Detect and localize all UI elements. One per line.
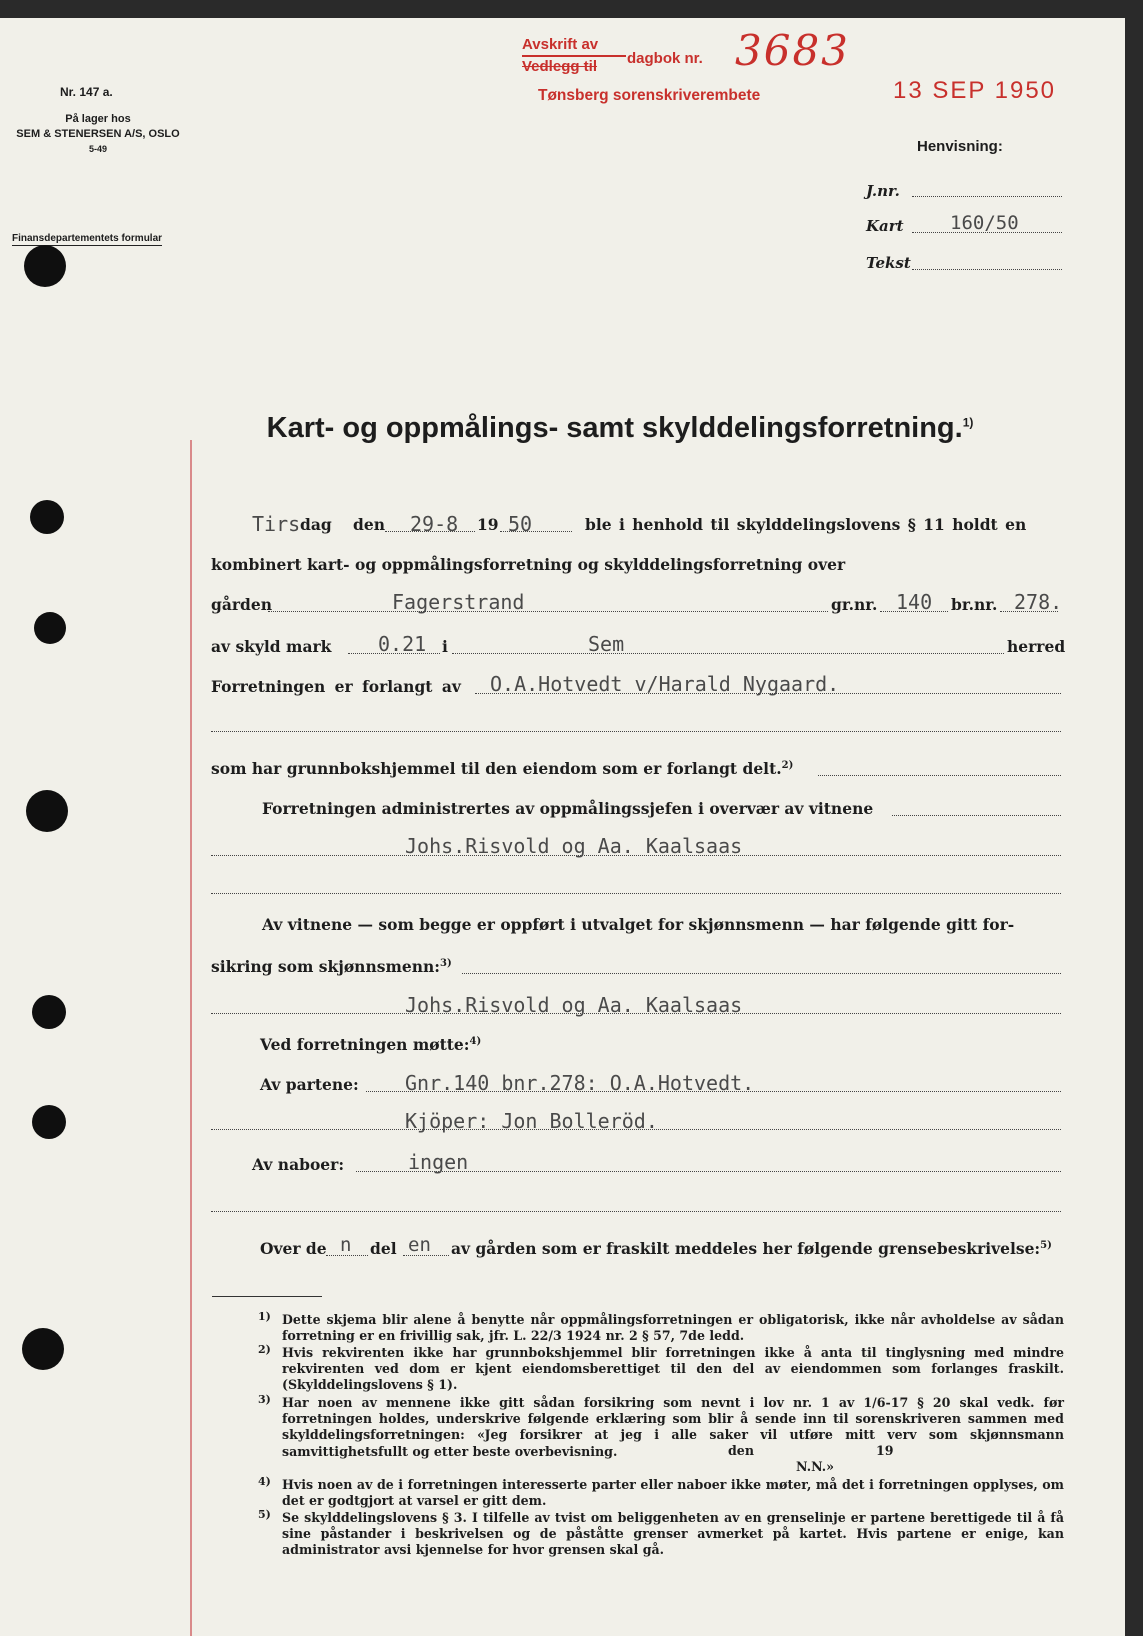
footnote-3-nn: N.N.»: [796, 1459, 835, 1474]
reference-heading: Henvisning:: [917, 138, 1003, 155]
garden-field: [268, 611, 828, 612]
over-footnote-ref: 5): [1040, 1239, 1052, 1251]
herred-value: Sem: [588, 632, 625, 656]
punch-hole: [32, 1105, 66, 1139]
scan-border-right: [1125, 0, 1143, 1636]
date-value: 29-8: [410, 512, 459, 536]
title-text: Kart- og oppmålings- samt skylddelingsforretning.: [266, 412, 963, 444]
footnote-mark-1: 1): [258, 1310, 271, 1323]
naboer-label: Av naboer:: [252, 1155, 345, 1174]
form-number: Nr. 147 a.: [60, 85, 113, 99]
footnote-3-den: den: [728, 1443, 754, 1458]
over-rest: av gården som er fraskilt meddeles her følgende grensebeskrivelse:: [451, 1239, 1041, 1258]
grnr-label: gr.nr.: [831, 595, 878, 614]
grnr-value: 140: [896, 590, 933, 614]
motte-footnote-ref: 4): [469, 1035, 482, 1047]
stamp-date: 13 SEP 1950: [893, 77, 1057, 104]
over-en-value: en: [408, 1234, 431, 1256]
department-label: Finansdepartementets formular: [12, 233, 163, 244]
forlangt-value: O.A.Hotvedt v/Harald Nygaard.: [490, 672, 840, 696]
motte-label: Ved forretningen møtte:: [260, 1035, 470, 1054]
punch-hole: [26, 790, 68, 832]
blank-line: [211, 731, 1061, 732]
vitne-footnote-ref: 3): [439, 957, 452, 969]
jnr-field: [912, 196, 1062, 197]
stock-line: SEM & STENERSEN A/S, OSLO: [16, 128, 180, 140]
del-label: del: [370, 1239, 397, 1258]
vitne-field: [462, 973, 1061, 974]
punch-hole: [30, 500, 64, 534]
naboer-value: ingen: [408, 1150, 469, 1174]
stock-line: På lager hos: [65, 113, 131, 125]
stock-info: [0, 112, 196, 157]
footnote-1: Dette skjema blir alene å benytte når oppmålingsforretningen er obligatorisk, ikke når avholdelse av sådan forretning er en frivillig sak, jfr. L. 22/3 1924 nr. 2 § 57, 7de ledd.: [282, 1312, 1064, 1344]
footnote-3: Har noen av mennene ikke gitt sådan forsikring som nevnt i lov nr. 1 av 1/6-17 § 20 skal vedk. før forretningen holdes, underskrive følgende erklæring som blir å sende inn til sorenskriveren sammen med skylddelingsforretningen: «Jeg forsikrer at jeg i alle saker vil utføre mitt verv som skjønnsmann samvittighetsfullt og etter beste overbevisning.: [282, 1395, 1064, 1459]
tekst-field: [912, 269, 1062, 270]
title-footnote-ref: 1): [962, 415, 974, 430]
line2-text: kombinert kart- og oppmålingsforretning og skylddelingsforretning over: [211, 555, 846, 574]
jnr-label: J.nr.: [866, 182, 900, 200]
punch-hole: [24, 245, 66, 287]
witnesses2-value: Johs.Risvold og Aa. Kaalsaas: [405, 993, 743, 1017]
herred-label: herred: [1007, 637, 1066, 656]
partene-label: Av partene:: [260, 1075, 359, 1094]
blank-line: [211, 893, 1061, 894]
century-label: 19: [477, 515, 499, 534]
stamp-rule: [522, 55, 626, 57]
stamp-dagbok-number: 3683: [735, 26, 850, 75]
partene-value-1: Gnr.140 bnr.278: O.A.Hotvedt.: [405, 1071, 755, 1095]
footnote-5: Se skylddelingslovens § 3. I tilfelle av tvist om beliggenheten av en grenselinje er partene berettigede til å få sine påstander i beskrivelsen og de påståtte grenser avmerket på kartet. Hvis partene er enige, kan administrator avsi kjennelse for hvor grensen skal gå.: [282, 1510, 1064, 1558]
footnote-rule: [212, 1296, 322, 1297]
vitne-text-1: Av vitnene — som begge er oppført i utvalget for skjønnsmenn — har følgende gitt for-: [262, 915, 1015, 934]
kart-value: 160/50: [950, 212, 1019, 234]
punch-hole: [22, 1328, 64, 1370]
vitne-text-2: [211, 957, 452, 976]
partene-value-2: Kjöper: Jon Bolleröd.: [405, 1109, 658, 1133]
brnr-value: 278.: [1014, 590, 1063, 614]
skyld-label: av skyld mark: [211, 637, 332, 656]
admin-field: [892, 815, 1061, 816]
skyld-value: 0.21: [378, 632, 427, 656]
stamp-dagbok-label: dagbok nr.: [627, 50, 703, 67]
footnote-4: Hvis noen av de i forretningen interesserte parter eller naboer ikke møter, må det i forretningen opplyses, om det er godtgjort at varsel er gitt dem.: [282, 1477, 1064, 1509]
year-value: 50: [508, 512, 533, 536]
stamp-vedlegg: Vedlegg til: [522, 58, 598, 75]
stock-line: 5-49: [88, 144, 107, 154]
vitne-label-2: sikring som skjønnsmenn:: [211, 957, 440, 976]
footnote-mark-4: 4): [258, 1475, 271, 1488]
forlangt-label: Forretningen er forlangt av: [211, 677, 461, 696]
over-n-value: n: [340, 1234, 352, 1256]
herred-field: [452, 653, 1004, 654]
blank-line: [211, 1211, 1061, 1212]
footnote-mark-3: 3): [258, 1393, 271, 1406]
brnr-label: br.nr.: [951, 595, 998, 614]
hjemmel-label: som har grunnbokshjemmel til den eiendom som er forlangt delt.: [211, 759, 782, 778]
kart-label: Kart: [866, 217, 904, 235]
weekday-value: Tirs: [252, 512, 301, 536]
admin-text: Forretningen administrertes av oppmålingssjefen i overvær av vitnene: [262, 799, 874, 818]
stamp-avskrift: Avskrift av: [522, 36, 599, 53]
footnote-mark-2: 2): [258, 1343, 271, 1356]
line1-text: ble i henhold til skylddelingslovens § 11 holdt en: [585, 515, 1027, 534]
footnote-mark-5: 5): [258, 1508, 271, 1521]
form-title: [200, 412, 1040, 445]
scan-border-top: [0, 0, 1143, 18]
over-text: [451, 1239, 1052, 1258]
margin-line: [190, 440, 192, 1636]
i-label: i: [442, 637, 448, 656]
witnesses-value: Johs.Risvold og Aa. Kaalsaas: [405, 834, 743, 858]
tekst-label: Tekst: [866, 254, 911, 272]
hjemmel-footnote-ref: 2): [781, 759, 794, 771]
garden-value: Fagerstrand: [392, 590, 525, 614]
footnote-2: Hvis rekvirenten ikke har grunnbokshjemmel blir forretningen ikke å anta til tinglysning med mindre rekvirenten ved dom er kjent eiendomsberettiget til den del av eiendommen som forlanges fraskilt. (Skylddelingslovens § 1).: [282, 1345, 1064, 1393]
den-label: den: [353, 515, 385, 534]
stamp-office: Tønsberg sorenskriverembete: [538, 87, 761, 104]
over-label: Over de: [260, 1239, 327, 1258]
dag-label: dag: [300, 515, 332, 534]
footnote-3-19: 19: [876, 1443, 894, 1458]
hjemmel-text: [211, 759, 793, 778]
motte-text: [260, 1035, 481, 1054]
hjemmel-field: [818, 775, 1061, 776]
punch-hole: [32, 995, 66, 1029]
garden-label: gården: [211, 595, 273, 614]
punch-hole: [34, 612, 66, 644]
